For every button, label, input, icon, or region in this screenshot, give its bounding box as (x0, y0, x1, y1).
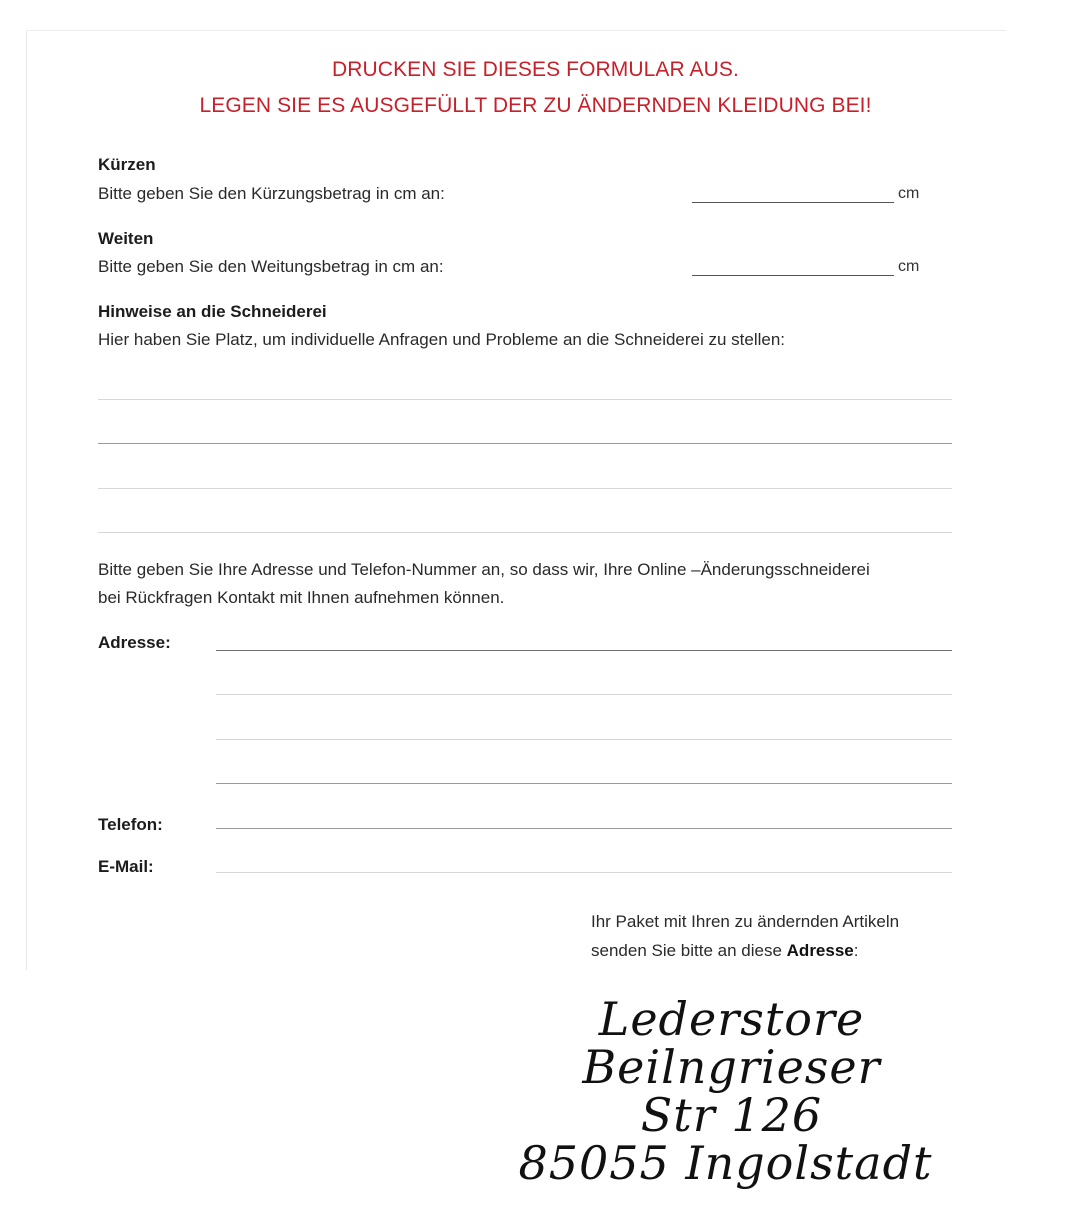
notes-line[interactable] (98, 443, 952, 444)
weiten-unit: cm (898, 258, 920, 275)
kuerzen-unit: cm (898, 185, 920, 202)
store-street-number: Str 126 (640, 1088, 823, 1142)
phone-label: Telefon: (98, 815, 163, 834)
notes-line[interactable] (98, 532, 952, 533)
shipping-line2 (591, 941, 859, 961)
kuerzen-title: Kürzen (98, 155, 156, 174)
store-city: 85055 Ingolstadt (518, 1136, 933, 1190)
notes-line[interactable] (98, 488, 952, 489)
shipping-line1: Ihr Paket mit Ihren zu ändernden Artikeln (591, 912, 900, 931)
address-line[interactable] (216, 739, 952, 740)
page-border-left (26, 30, 27, 970)
hinweise-title: Hinweise an die Schneiderei (98, 302, 327, 321)
contact-intro-line1: Bitte geben Sie Ihre Adresse und Telefon-Nummer an, so dass wir, Ihre Online –Änderungsschneiderei (98, 560, 870, 579)
weiten-prompt: Bitte geben Sie den Weitungsbetrag in cm an: (98, 257, 444, 276)
kuerzen-prompt: Bitte geben Sie den Kürzungsbetrag in cm an: (98, 184, 445, 203)
address-label: Adresse: (98, 633, 171, 652)
store-name: Lederstore (598, 992, 865, 1046)
store-street: Beilngrieser (582, 1040, 881, 1094)
hinweise-prompt: Hier haben Sie Platz, um individuelle Anfragen und Probleme an die Schneiderei zu stellen: (98, 330, 786, 349)
phone-line[interactable] (216, 828, 952, 829)
shipping-line2-suffix: : (853, 941, 859, 960)
email-label: E-Mail: (98, 857, 154, 876)
page-border-top (26, 30, 1006, 31)
weiten-input-line[interactable] (692, 275, 894, 276)
email-line[interactable] (216, 872, 952, 873)
address-line[interactable] (216, 650, 952, 651)
contact-intro-line2: bei Rückfragen Kontakt mit Ihnen aufnehmen können. (98, 588, 505, 607)
kuerzen-input-line[interactable] (692, 202, 894, 203)
shipping-line2-prefix: senden Sie bitte an diese (591, 941, 787, 960)
notes-line[interactable] (98, 399, 952, 400)
weiten-title: Weiten (98, 229, 154, 248)
address-line[interactable] (216, 694, 952, 695)
shipping-line2-bold: Adresse (786, 941, 854, 960)
form-heading-line2: LEGEN SIE ES AUSGEFÜLLT DER ZU ÄNDERNDEN KLEIDUNG BEI! (199, 94, 872, 117)
form-heading-line1: DRUCKEN SIE DIESES FORMULAR AUS. (332, 58, 739, 81)
address-line[interactable] (216, 783, 952, 784)
